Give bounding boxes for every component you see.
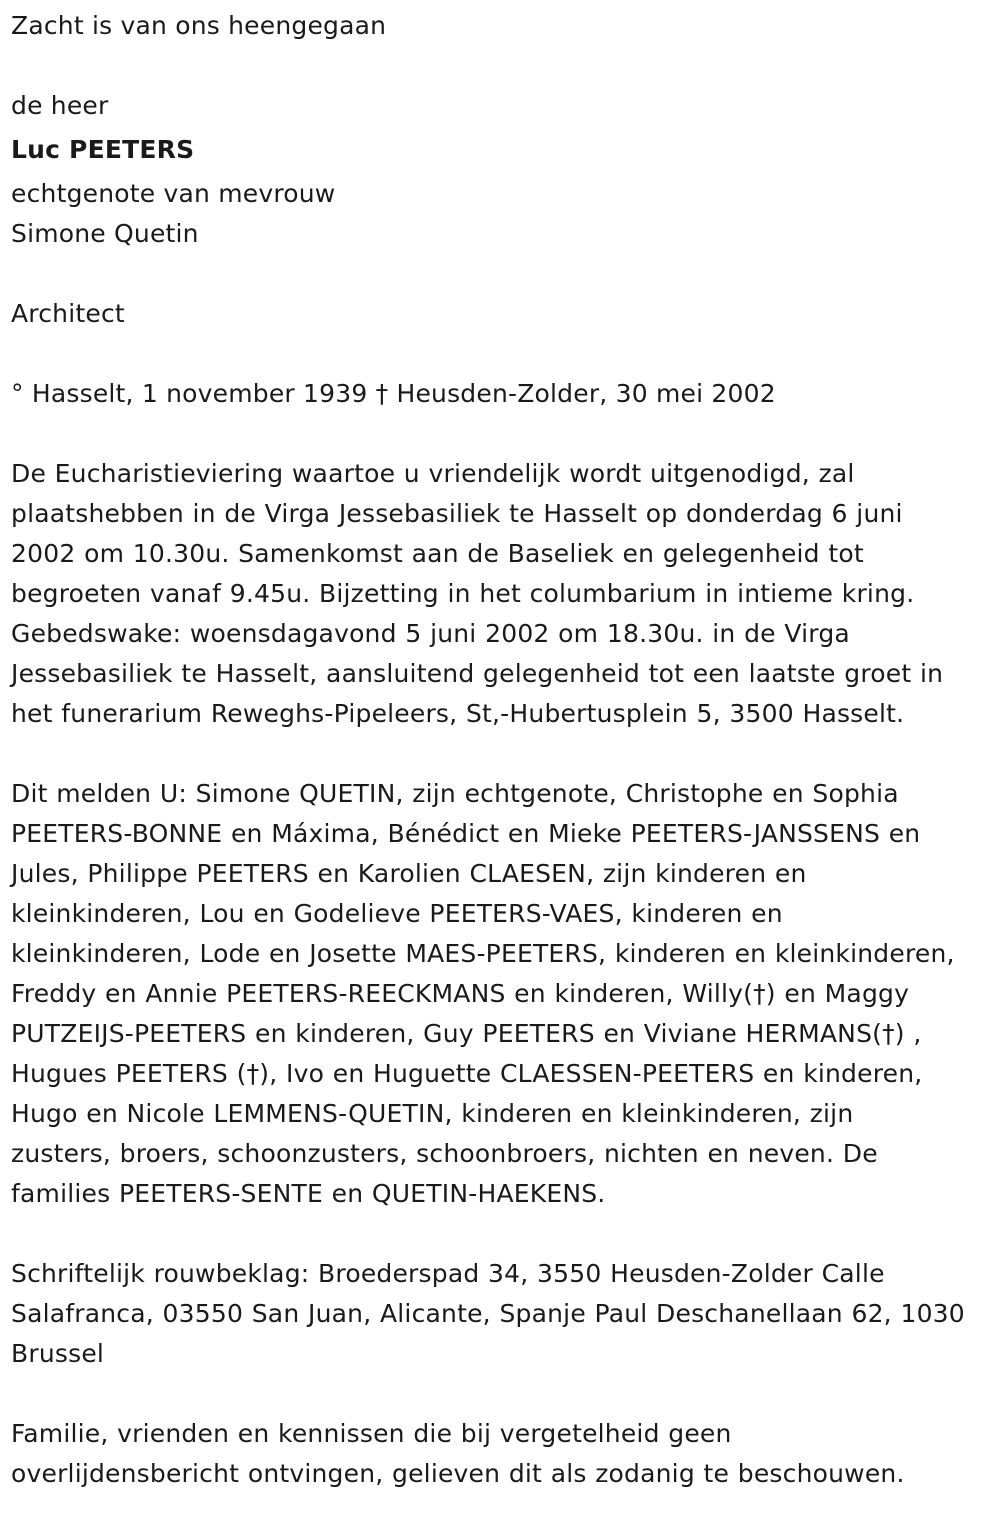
- family-line: Hugues PEETERS (†), Ivo en Huguette CLAESSEN-PEETERS en kinderen,: [11, 1059, 923, 1088]
- salutation: de heer: [11, 91, 109, 120]
- family-line: kleinkinderen, Lode en Josette MAES-PEETERS, kinderen en kleinkinderen,: [11, 939, 955, 968]
- deceased-name: Luc PEETERS: [11, 135, 195, 164]
- family-line: Jules, Philippe PEETERS en Karolien CLAESEN, zijn kinderen en: [11, 859, 807, 888]
- spouse-label: echtgenote van mevrouw: [11, 179, 336, 208]
- closing-line: overlijdensbericht ontvingen, gelieven dit als zodanig te beschouwen.: [11, 1459, 905, 1488]
- intro-text: Zacht is van ons heengegaan: [11, 11, 387, 40]
- spouse-name: Simone Quetin: [11, 219, 199, 248]
- ceremony-line: Jessebasiliek te Hasselt, aansluitend gelegenheid tot een laatste groet in: [11, 659, 944, 688]
- condolences-line: Salafranca, 03550 San Juan, Alicante, Spanje Paul Deschanellaan 62, 1030: [11, 1299, 965, 1328]
- family-line: PUTZEIJS-PEETERS en kinderen, Guy PEETERS en Viviane HERMANS(†) ,: [11, 1019, 922, 1048]
- family-line: Hugo en Nicole LEMMENS-QUETIN, kinderen en kleinkinderen, zijn: [11, 1099, 854, 1128]
- birth-death-line: ° Hasselt, 1 november 1939 † Heusden-Zolder, 30 mei 2002: [11, 379, 776, 408]
- condolences-line: Schriftelijk rouwbeklag: Broederspad 34, 3550 Heusden-Zolder Calle: [11, 1259, 885, 1288]
- family-line: zusters, broers, schoonzusters, schoonbroers, nichten en neven. De: [11, 1139, 878, 1168]
- profession: Architect: [11, 299, 125, 328]
- family-line: Dit melden U: Simone QUETIN, zijn echtgenote, Christophe en Sophia: [11, 779, 899, 808]
- ceremony-line: begroeten vanaf 9.45u. Bijzetting in het columbarium in intieme kring.: [11, 579, 915, 608]
- family-line: families PEETERS-SENTE en QUETIN-HAEKENS.: [11, 1179, 606, 1208]
- ceremony-line: 2002 om 10.30u. Samenkomst aan de Baseliek en gelegenheid tot: [11, 539, 864, 568]
- ceremony-line: Gebedswake: woensdagavond 5 juni 2002 om 18.30u. in de Virga: [11, 619, 850, 648]
- family-line: PEETERS-BONNE en Máxima, Bénédict en Mieke PEETERS-JANSSENS en: [11, 819, 921, 848]
- family-line: Freddy en Annie PEETERS-REECKMANS en kinderen, Willy(†) en Maggy: [11, 979, 910, 1008]
- condolences-line: Brussel: [11, 1339, 105, 1368]
- condolences-paragraph: [11, 1254, 986, 1374]
- ceremony-line: het funerarium Reweghs-Pipeleers, St,-Hubertusplein 5, 3500 Hasselt.: [11, 699, 905, 728]
- family-paragraph: [11, 774, 986, 1214]
- ceremony-line: De Eucharistieviering waartoe u vriendelijk wordt uitgenodigd, zal: [11, 459, 855, 488]
- ceremony-line: plaatshebben in de Virga Jessebasiliek te Hasselt op donderdag 6 juni: [11, 499, 903, 528]
- ceremony-paragraph: [11, 454, 986, 734]
- family-line: kleinkinderen, Lou en Godelieve PEETERS-VAES, kinderen en: [11, 899, 783, 928]
- closing-line: Familie, vrienden en kennissen die bij vergetelheid geen: [11, 1419, 732, 1448]
- closing-paragraph: [11, 1414, 986, 1494]
- obituary-document: [11, 6, 986, 1494]
